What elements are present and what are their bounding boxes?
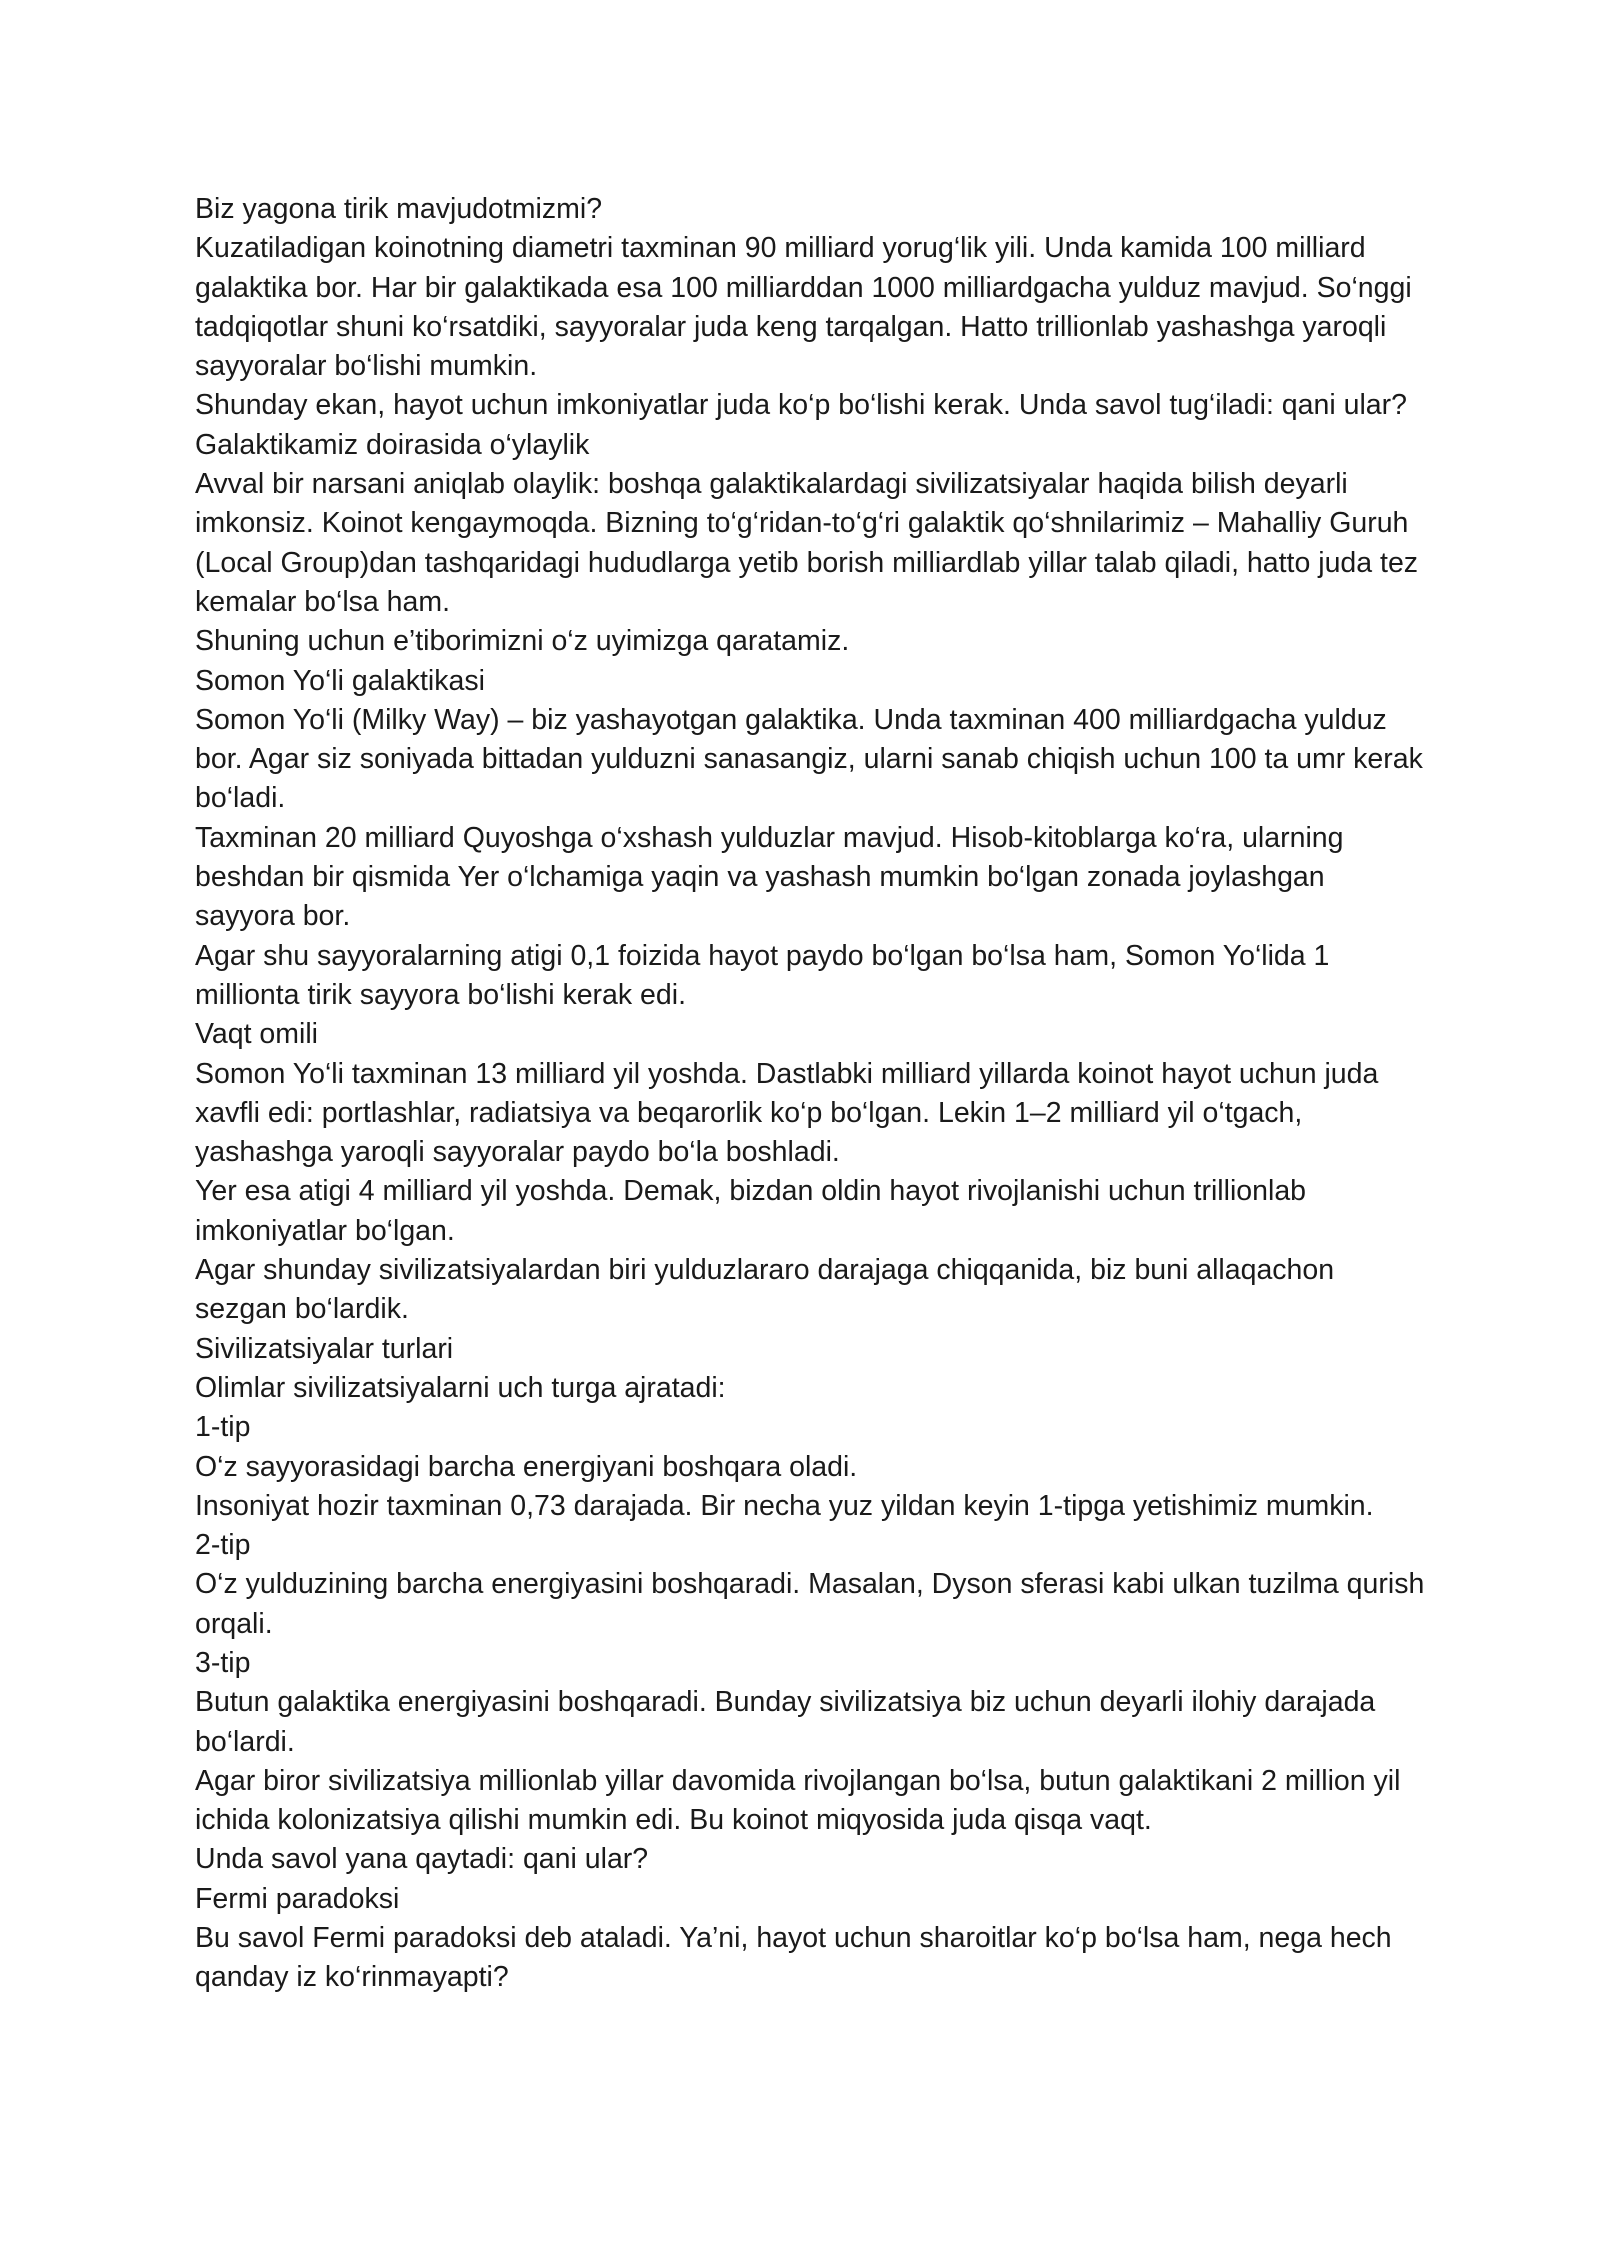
paragraph: Unda savol yana qaytadi: qani ular? bbox=[195, 1843, 649, 1876]
document-body bbox=[195, 190, 1425, 1998]
paragraph: Shuning uchun e’tiborimizni o‘z uyimizga qaratamiz. bbox=[195, 625, 850, 658]
paragraph: 1-tip bbox=[195, 1411, 251, 1444]
paragraph: Shunday ekan, hayot uchun imkoniyatlar juda ko‘p bo‘lishi kerak. Unda savol tug‘iladi: qani ular? bbox=[195, 389, 1407, 422]
paragraph: 3-tip bbox=[195, 1646, 251, 1679]
paragraph: Taxminan 20 milliard Quyoshga o‘xshash yulduzlar mavjud. Hisob-kitoblarga ko‘ra, ularning beshdan bir qismida Yer o‘lchamiga yaqin va yashash mumkin bo‘lgan zonada joylashgan sayyora bor. bbox=[195, 821, 1344, 933]
paragraph: Somon Yo‘li taxminan 13 milliard yil yoshda. Dastlabki milliard yillarda koinot hayot uchun juda xavfli edi: portlashlar, radiatsiya va beqarorlik ko‘p bo‘lgan. Lekin 1–2 milliard yil o‘tgach, yashashga yaroqli sayyoralar paydo bo‘la boshladi. bbox=[195, 1057, 1379, 1169]
paragraph: Olimlar sivilizatsiyalarni uch turga ajratadi: bbox=[195, 1371, 726, 1404]
paragraph: Vaqt omili bbox=[195, 1018, 319, 1051]
paragraph: O‘z sayyorasidagi barcha energiyani boshqara oladi. bbox=[195, 1450, 858, 1483]
paragraph: Galaktikamiz doirasida o‘ylaylik bbox=[195, 428, 590, 461]
paragraph: Butun galaktika energiyasini boshqaradi. Bunday sivilizatsiya biz uchun deyarli ilohiy darajada bo‘lardi. bbox=[195, 1686, 1376, 1758]
paragraph: Somon Yo‘li (Milky Way) – biz yashayotgan galaktika. Unda taxminan 400 milliardgacha yulduz bor. Agar siz soniyada bittadan yulduzni sanasangiz, ularni sanab chiqish uchun 100 ta umr kerak bo‘ladi. bbox=[195, 703, 1423, 815]
paragraph: Avval bir narsani aniqlab olaylik: boshqa galaktikalardagi sivilizatsiyalar haqida bilish deyarli imkonsiz. Koinot kengaymoqda. Bizning to‘g‘ridan-to‘g‘ri galaktik qo‘shnilarimiz – Mahalliy Guruh (Local Group)dan tashqaridagi hududlarga yetib borish milliardlab yillar talab qiladi, hatto juda tez kemalar bo‘lsa ham. bbox=[195, 468, 1419, 618]
paragraph: Insoniyat hozir taxminan 0,73 darajada. Bir necha yuz yildan keyin 1-tipga yetishimiz mumkin. bbox=[195, 1489, 1374, 1522]
paragraph: Fermi paradoksi bbox=[195, 1882, 400, 1915]
paragraph: Agar biror sivilizatsiya millionlab yillar davomida rivojlangan bo‘lsa, butun galaktikani 2 million yil ichida kolonizatsiya qilishi mumkin edi. Bu koinot miqyosida juda qisqa vaqt. bbox=[195, 1764, 1401, 1837]
paragraph: Kuzatiladigan koinotning diametri taxminan 90 milliard yorug‘lik yili. Unda kamida 100 milliard galaktika bor. Har bir galaktikada esa 100 milliarddan 1000 milliardgacha yulduz mavjud. So‘nggi tadqiqotlar shuni ko‘rsatdiki, sayyoralar juda keng tarqalgan. Hatto trillionlab yashashga yaroqli sayyoralar bo‘lishi mumkin. bbox=[195, 232, 1412, 383]
paragraph: Bu savol Fermi paradoksi deb ataladi. Ya’ni, hayot uchun sharoitlar ko‘p bo‘lsa ham, nega hech qanday iz ko‘rinmayapti? bbox=[195, 1922, 1392, 1994]
paragraph: Agar shunday sivilizatsiyalardan biri yulduzlararo darajaga chiqqanida, biz buni allaqachon sezgan bo‘lardik. bbox=[195, 1254, 1335, 1326]
paragraph: Sivilizatsiyalar turlari bbox=[195, 1332, 454, 1365]
paragraph: Somon Yo‘li galaktikasi bbox=[195, 664, 485, 697]
paragraph: Biz yagona tirik mavjudotmizmi? bbox=[195, 193, 603, 225]
paragraph: Yer esa atigi 4 milliard yil yoshda. Demak, bizdan oldin hayot rivojlanishi uchun trillionlab imkoniyatlar bo‘lgan. bbox=[195, 1175, 1307, 1247]
paragraph: 2-tip bbox=[195, 1529, 251, 1562]
paragraph: Agar shu sayyoralarning atigi 0,1 foizida hayot paydo bo‘lgan bo‘lsa ham, Somon Yo‘lida 1 millionta tirik sayyora bo‘lishi kerak edi. bbox=[195, 939, 1330, 1011]
paragraph: O‘z yulduzining barcha energiyasini boshqaradi. Masalan, Dyson sferasi kabi ulkan tuzilma qurish orqali. bbox=[195, 1568, 1425, 1640]
